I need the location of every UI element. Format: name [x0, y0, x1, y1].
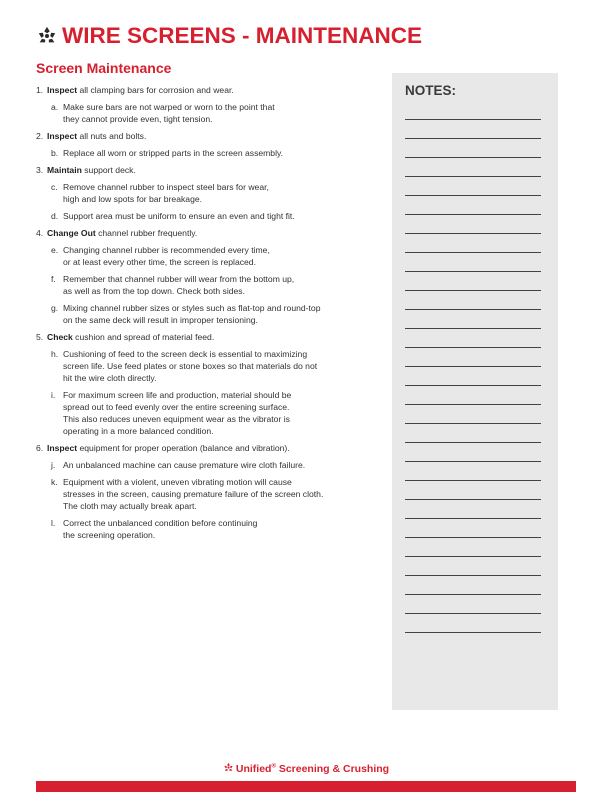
notes-line — [405, 423, 541, 424]
step-item — [36, 164, 376, 176]
step-item — [36, 130, 376, 142]
sub-text-line: Remember that channel rubber will wear from the bottom up, — [63, 274, 295, 284]
step-number: 1. — [36, 85, 44, 95]
sub-text-line: on the same deck will result in improper tensioning. — [63, 315, 258, 325]
sub-item — [36, 389, 376, 437]
notes-line — [405, 214, 541, 215]
sub-text-line: Remove channel rubber to inspect steel bars for wear, — [63, 182, 269, 192]
step-number: 6. — [36, 443, 44, 453]
unified-logo-icon — [36, 25, 58, 47]
sub-text-line: operating in a more balanced condition. — [63, 426, 214, 436]
sub-item — [36, 101, 376, 125]
step-item — [36, 442, 376, 454]
sub-letter: f. — [51, 274, 56, 284]
notes-line — [405, 632, 541, 633]
footer-logo-icon — [223, 762, 234, 773]
sub-item — [36, 348, 376, 384]
page-title: WIRE SCREENS - MAINTENANCE — [62, 23, 423, 48]
sub-text-line: the screening operation. — [63, 530, 156, 540]
step-text: equipment for proper operation (balance and vibration). — [77, 443, 290, 453]
notes-line — [405, 366, 541, 367]
notes-line — [405, 157, 541, 158]
sub-text-line: Correct the unbalanced condition before continuing — [63, 518, 258, 528]
sub-text-line: screen life. Use feed plates or stone boxes so that materials do not — [63, 361, 318, 371]
footer-bar — [36, 781, 576, 792]
notes-line — [405, 442, 541, 443]
sub-letter: b. — [51, 148, 59, 158]
sub-letter: a. — [51, 102, 59, 112]
footer-brand-rest: Screening & Crushing — [275, 763, 390, 775]
step-action: Inspect — [47, 131, 78, 141]
sub-item — [36, 302, 376, 326]
sub-text-line: stresses in the screen, causing premature failure of the screen cloth. — [63, 489, 324, 499]
sub-item — [36, 181, 376, 205]
notes-line — [405, 176, 541, 177]
sub-letter: h. — [51, 349, 59, 359]
sub-text-line: An unbalanced machine can cause premature wire cloth failure. — [63, 460, 306, 470]
step-number: 3. — [36, 165, 44, 175]
notes-line — [405, 309, 541, 310]
sub-text-line: Mixing channel rubber sizes or styles such as flat-top and round-top — [63, 303, 321, 313]
step-text: all nuts and bolts. — [77, 131, 147, 141]
sub-item — [36, 244, 376, 268]
sub-letter: d. — [51, 211, 59, 221]
footer-reg-mark: ® — [271, 763, 276, 770]
notes-line — [405, 195, 541, 196]
notes-line — [405, 252, 541, 253]
notes-line — [405, 499, 541, 500]
sub-text-line: Make sure bars are not warped or worn to the point that — [63, 102, 275, 112]
footer-brand-name: Unified — [235, 763, 272, 775]
sub-item — [36, 476, 376, 512]
sub-text-line: For maximum screen life and production, material should be — [63, 390, 292, 400]
step-item — [36, 331, 376, 343]
step-action: Inspect — [47, 443, 78, 453]
sub-text-line: Changing channel rubber is recommended every time, — [63, 245, 270, 255]
notes-line — [405, 347, 541, 348]
notes-line — [405, 575, 541, 576]
sub-text-line: Replace all worn or stripped parts in the screen assembly. — [63, 148, 284, 158]
notes-line — [405, 461, 541, 462]
step-text: all clamping bars for corrosion and wear. — [77, 85, 234, 95]
step-action: Check — [47, 332, 73, 342]
sub-text-line: or at least every other time, the screen is replaced. — [63, 257, 256, 267]
notes-line — [405, 119, 541, 120]
title-row — [36, 23, 422, 49]
sub-letter: i. — [51, 390, 56, 400]
notes-line — [405, 138, 541, 139]
sub-item — [36, 210, 376, 222]
notes-line — [405, 594, 541, 595]
sub-text-line: high and low spots for bar breakage. — [63, 194, 203, 204]
notes-line — [405, 537, 541, 538]
sub-item — [36, 517, 376, 541]
notes-line — [405, 404, 541, 405]
sub-letter: k. — [51, 477, 58, 487]
notes-line — [405, 518, 541, 519]
notes-line — [405, 556, 541, 557]
step-number: 4. — [36, 228, 44, 238]
step-text: support deck. — [81, 165, 136, 175]
sub-letter: c. — [51, 182, 58, 192]
sub-item — [36, 459, 376, 471]
step-item — [36, 227, 376, 239]
step-text: channel rubber frequently. — [95, 228, 198, 238]
step-action: Inspect — [47, 85, 78, 95]
sub-item — [36, 273, 376, 297]
notes-line — [405, 613, 541, 614]
sub-text-line: spread out to feed evenly over the entire screening surface. — [63, 402, 290, 412]
notes-line — [405, 290, 541, 291]
step-text: cushion and spread of material feed. — [72, 332, 215, 342]
sub-text-line: The cloth may actually break apart. — [63, 501, 197, 511]
notes-line — [405, 271, 541, 272]
step-number: 5. — [36, 332, 44, 342]
notes-title: NOTES: — [405, 83, 457, 98]
sub-text-line: This also reduces uneven equipment wear as the vibrator is — [63, 414, 290, 424]
sub-letter: l. — [51, 518, 56, 528]
sub-text-line: Equipment with a violent, uneven vibrating motion will cause — [63, 477, 292, 487]
notes-line — [405, 385, 541, 386]
sub-item — [36, 147, 376, 159]
sub-text-line: Support area must be uniform to ensure an even and tight fit. — [63, 211, 295, 221]
sub-letter: g. — [51, 303, 59, 313]
maintenance-list — [36, 84, 376, 546]
notes-panel — [392, 73, 558, 710]
sub-text-line: Cushioning of feed to the screen deck is essential to maximizing — [63, 349, 308, 359]
step-item — [36, 84, 376, 96]
sub-text-line: they cannot provide even, tight tension. — [63, 114, 213, 124]
sub-text-line: as well as from the top down. Check both sides. — [63, 286, 245, 296]
section-heading: Screen Maintenance — [36, 60, 172, 76]
sub-letter: j. — [51, 460, 56, 470]
step-number: 2. — [36, 131, 44, 141]
notes-line — [405, 328, 541, 329]
step-action: Maintain — [47, 165, 82, 175]
sub-letter: e. — [51, 245, 59, 255]
step-action: Change Out — [47, 228, 96, 238]
notes-line — [405, 233, 541, 234]
footer-brand — [0, 762, 612, 775]
notes-line — [405, 480, 541, 481]
sub-text-line: hit the wire cloth directly. — [63, 373, 157, 383]
